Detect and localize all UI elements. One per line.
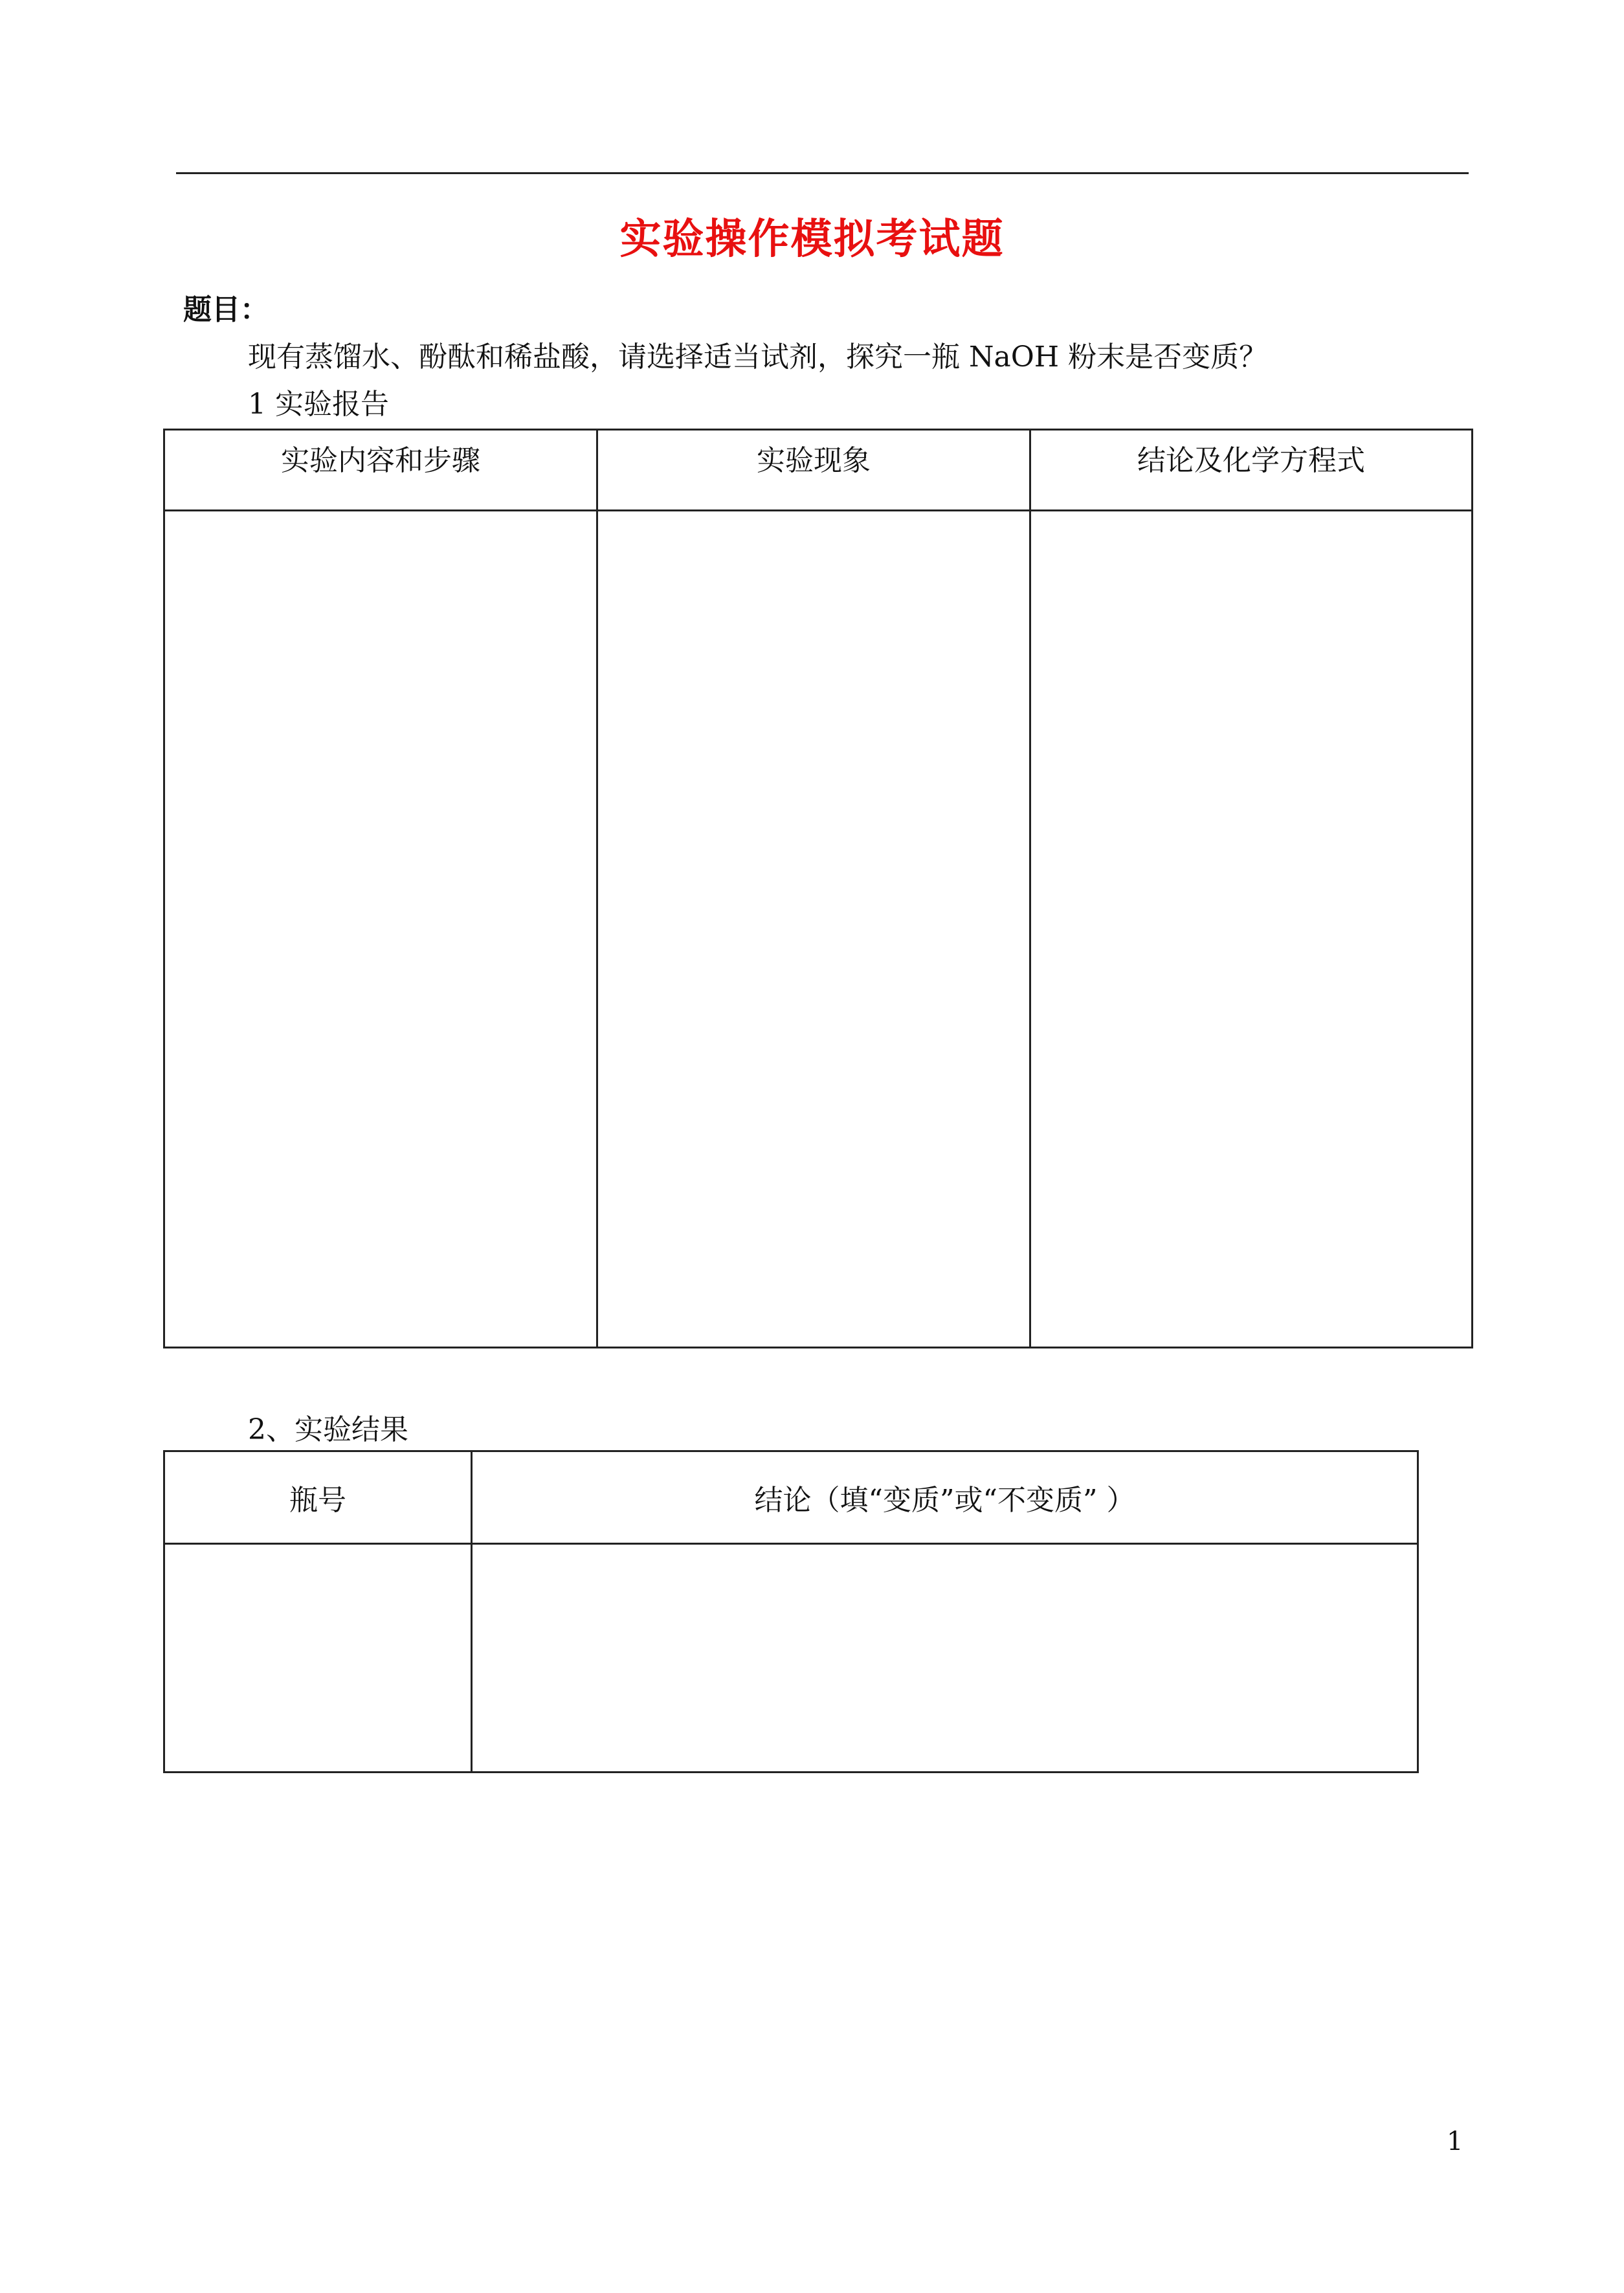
column-header-result: 结论（填“变质”或“不变质” ）: [472, 1451, 1418, 1544]
experiment-result-table: [163, 1450, 1419, 1773]
page-number: 1: [1447, 2127, 1463, 2156]
table-row: [164, 1544, 1418, 1773]
answer-cell-result[interactable]: [472, 1544, 1418, 1773]
column-header-phenomena: 实验现象: [597, 430, 1030, 511]
question-label: 题目：: [183, 293, 269, 326]
page-title: 实验操作模拟考试题: [619, 215, 1005, 263]
experiment-report-table: [163, 429, 1473, 1348]
answer-cell-phenomena[interactable]: [597, 511, 1030, 1348]
answer-cell-conclusion[interactable]: [1030, 511, 1473, 1348]
column-header-conclusion: 结论及化学方程式: [1030, 430, 1473, 511]
question-text: 现有蒸馏水、酚酞和稀盐酸，请选择适当试剂，探究一瓶 NaOH 粉末是否变质？: [248, 341, 1268, 374]
section2-heading: 2、实验结果: [248, 1413, 408, 1446]
header-rule: [176, 172, 1469, 174]
table-header-row: [164, 1451, 1418, 1544]
answer-cell-bottle-number[interactable]: [164, 1544, 472, 1773]
column-header-steps: 实验内容和步骤: [164, 430, 597, 511]
answer-cell-steps[interactable]: [164, 511, 597, 1348]
column-header-bottle-number: 瓶号: [164, 1451, 472, 1544]
section1-heading: 1 实验报告: [248, 388, 389, 421]
table-header-row: [164, 430, 1473, 511]
table-row: [164, 511, 1473, 1348]
